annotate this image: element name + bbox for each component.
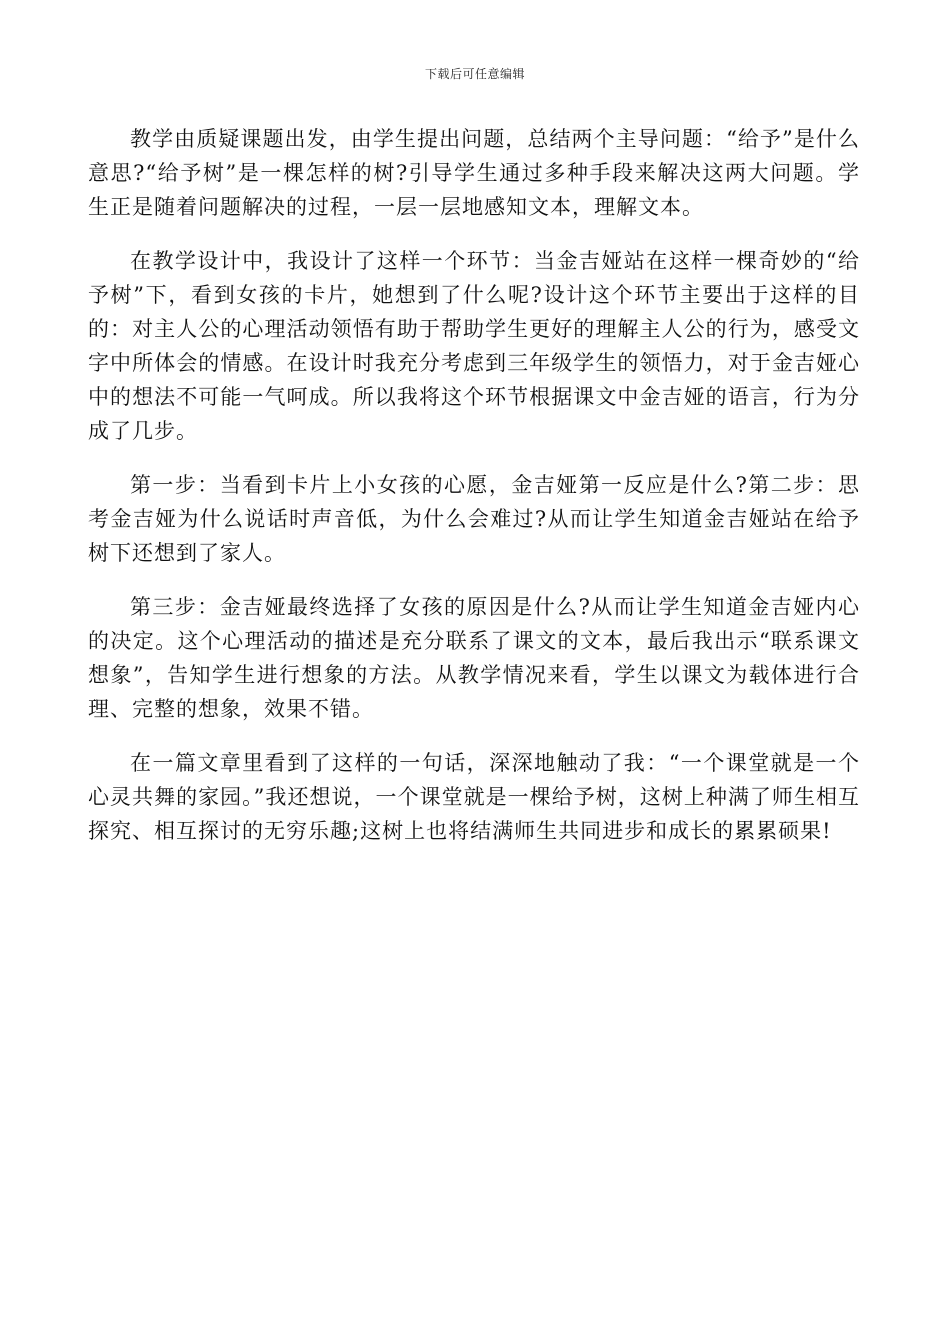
paragraph-3: 第一步：当看到卡片上小女孩的心愿，金吉娅第一反应是什么?第二步：思考金吉娅为什么说话时声音低，为什么会难过?从而让学生知道金吉娅站在给予树下还想到了家人。: [88, 473, 860, 565]
paragraph-1: 教学由质疑课题出发，由学生提出问题，总结两个主导问题：“给予”是什么意思?“给予树”是一棵怎样的树?引导学生通过多种手段来解决这两大问题。学生正是随着问题解决的过程，一层一层地感知文本，理解文本。: [88, 127, 860, 219]
document-body: [88, 122, 860, 868]
paragraph-5: 在一篇文章里看到了这样的一句话，深深地触动了我：“一个课堂就是一个心灵共舞的家园。”我还想说，一个课堂就是一棵给予树，这树上种满了师生相互探究、相互探讨的无穷乐趣;这树上也将结满师生共同进步和成长的累累硕果!: [88, 751, 860, 843]
paragraph-2: 在教学设计中，我设计了这样一个环节：当金吉娅站在这样一棵奇妙的“给予树”下，看到女孩的卡片，她想到了什么呢?设计这个环节主要出于这样的目的：对主人公的心理活动领悟有助于帮助学生更好的理解主人公的行为，感受文字中所体会的情感。在设计时我充分考虑到三年级学生的领悟力，对于金吉娅心中的想法不可能一气呵成。所以我将这个环节根据课文中金吉娅的语言，行为分成了几步。: [88, 249, 860, 443]
page-header-note: 下载后可任意编辑: [424, 67, 525, 81]
paragraph-4: 第三步：金吉娅最终选择了女孩的原因是什么?从而让学生知道金吉娅内心的决定。这个心理活动的描述是充分联系了课文的文本，最后我出示“联系课文想象”，告知学生进行想象的方法。从教学情况来看，学生以课文为载体进行合理、完整的想象，效果不错。: [88, 595, 860, 721]
